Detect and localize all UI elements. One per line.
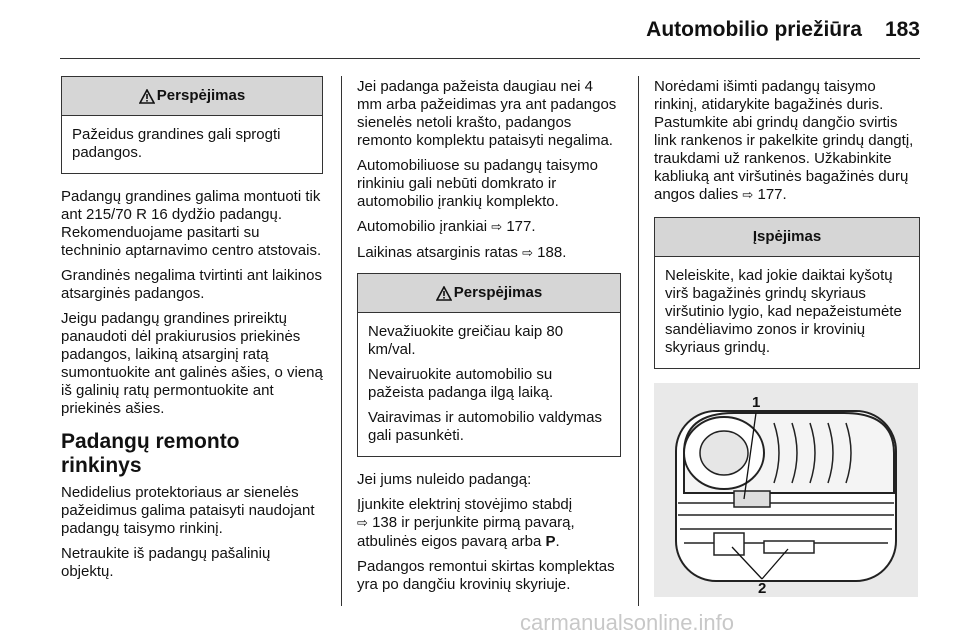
watermark: carmanualsonline.info bbox=[520, 610, 735, 635]
paragraph: Padangos remontui skirtas komplektas yra po dangčiu krovinių skyriuje. bbox=[357, 558, 615, 593]
page-number: 183 bbox=[884, 18, 920, 41]
header-rule bbox=[60, 58, 920, 59]
page-ref-icon: ⇨ bbox=[357, 516, 368, 531]
warning-box bbox=[357, 273, 621, 457]
warning-triangle-icon bbox=[139, 89, 155, 104]
column-divider bbox=[638, 76, 639, 606]
caution-box bbox=[654, 217, 920, 369]
caution-header bbox=[655, 218, 919, 257]
figure-label-2: 2 bbox=[758, 580, 767, 597]
column-2 bbox=[357, 78, 621, 601]
section-heading: Padangų remonto rinkinys bbox=[61, 430, 240, 477]
column-3 bbox=[654, 78, 920, 597]
warning-triangle-icon bbox=[436, 286, 452, 301]
warning-body bbox=[62, 116, 322, 173]
warning-header bbox=[62, 77, 322, 116]
warning-title: Perspėjimas bbox=[453, 284, 543, 301]
page-title: Automobilio priežiūra bbox=[646, 18, 862, 41]
page-ref-link[interactable]: 177. bbox=[757, 186, 787, 203]
page-ref-link[interactable]: 177. bbox=[506, 218, 536, 235]
paragraph: Jei jums nuleido padangą: bbox=[357, 471, 532, 488]
column-divider bbox=[341, 76, 342, 606]
caution-body bbox=[655, 257, 919, 368]
caution-text: Neleiskite, kad jokie daiktai kyšotų virš bagažinės grindų skyriaus viršutinio lygio, kad nepažeistumėte sandėliavimo zonos ir krovinių skyriaus grindų. bbox=[665, 267, 902, 356]
warning-body bbox=[358, 313, 620, 456]
warning-header bbox=[358, 274, 620, 313]
paragraph: Automobiliuose su padangų taisymo rinkiniu gali nebūti domkrato ir automobilio įrankių komplekto. bbox=[357, 157, 598, 210]
page-ref-link[interactable]: 188. bbox=[537, 244, 567, 261]
paragraph: Įjunkite elektrinį stovėjimo stabdį ⇨ 138 ir perjunkite pirmą pavarą, atbulinės eigos pavarą arba P. bbox=[357, 496, 575, 550]
paragraph: Grandinės negalima tvirtinti ant laikinos atsarginės padangos. bbox=[61, 267, 322, 302]
warning-text: Nevairuokite automobilio su pažeista padanga ilgą laiką. bbox=[368, 366, 554, 401]
paragraph: Nedidelius protektoriaus ar sienelės pažeidimus galima pataisyti naudojant padangų taisymo rinkinį. bbox=[61, 484, 315, 537]
paragraph: Jei padanga pažeista daugiau nei 4 mm arba pažeidimas yra ant padangos sienelės netoli krašto, padangos remonto komplektu pataisyti negalima. bbox=[357, 78, 617, 149]
compressor-illustration bbox=[654, 383, 918, 597]
paragraph: Norėdami išimti padangų taisymo rinkinį, atidarykite bagažinės duris. Pastumkite abi grindų dangčio svirtis link rankenos ir pakelkite grindų dangtį, traukdami už rankenos. Užkabinkite kabliuką ant viršutinės bagažinės durų angos dalies ⇨ 177. bbox=[654, 78, 914, 203]
warning-title: Perspėjimas bbox=[156, 87, 246, 104]
column-1 bbox=[61, 76, 323, 588]
warning-text: Vairavimas ir automobilio valdymas gali pasunkėti. bbox=[368, 409, 602, 444]
paragraph-ref: Laikinas atsarginis ratas ⇨ 188. bbox=[357, 244, 567, 261]
tire-repair-kit-figure bbox=[654, 383, 918, 597]
paragraph: Padangų grandines galima montuoti tik ant 215/70 R 16 dydžio padangų. Rekomenduojame pasitarti su techninio aptarnavimo centro atstovais. bbox=[61, 188, 322, 259]
page-ref-icon: ⇨ bbox=[491, 220, 503, 235]
page-ref-icon: ⇨ bbox=[522, 246, 533, 261]
gear-letter: P bbox=[545, 533, 556, 550]
page-ref-icon: ⇨ bbox=[742, 188, 754, 203]
warning-text: Nevažiuokite greičiau kaip 80 km/val. bbox=[368, 323, 564, 358]
warning-text: Pažeidus grandines gali sprogti padangos. bbox=[72, 126, 281, 161]
figure-label-1: 1 bbox=[752, 394, 761, 411]
warning-box bbox=[61, 76, 323, 174]
paragraph: Netraukite iš padangų pašalinių objektų. bbox=[61, 545, 271, 580]
paragraph-ref: Automobilio įrankiai ⇨ 177. bbox=[357, 218, 536, 235]
caution-title: Įspėjimas bbox=[752, 228, 822, 245]
paragraph: Jeigu padangų grandines prireiktų panaudoti dėl prakiurusios priekinės padangos, laikiną atsarginį ratą sumontuokite ant galinės ašies, o vieną iš galinių ratų permontuokite ant priekinės ašies. bbox=[61, 310, 323, 417]
